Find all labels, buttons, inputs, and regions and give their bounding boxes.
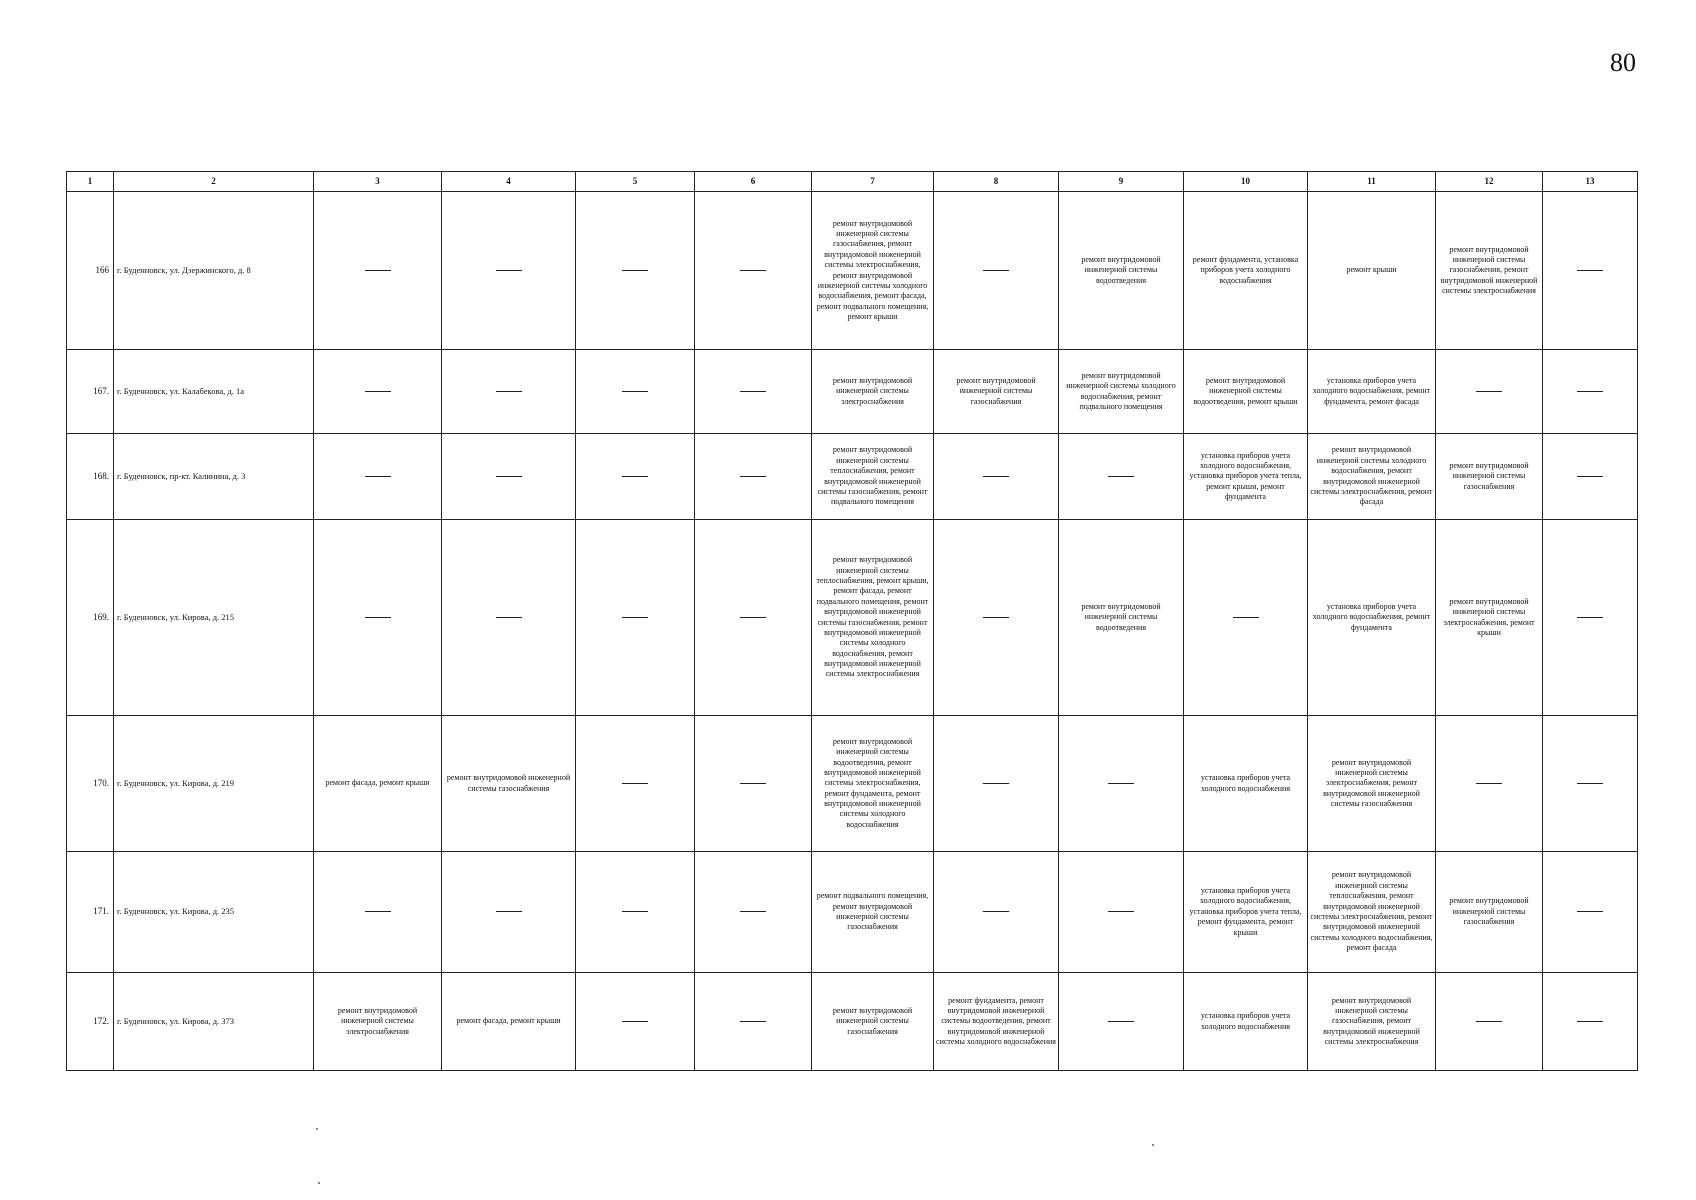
dash-mark [1577,391,1603,392]
dash-mark [1476,783,1502,784]
column-header: 9 [1059,172,1184,192]
empty-cell-dash [576,192,695,350]
dash-mark [983,476,1009,477]
empty-cell-dash [1543,852,1638,973]
table-cell: ремонт фасада, ремонт крыши [314,716,442,852]
dash-mark [740,391,766,392]
dash-mark [622,391,648,392]
empty-cell-dash [1543,716,1638,852]
column-header: 8 [934,172,1059,192]
table-cell: ремонт внутридомовой инженерной системы теплоснабжения, ремонт крыши, ремонт фасада, ремонт подвального помещения, ремонт внутридомовой инженерной системы газоснабжения, ремонт внутридомовой инженерной системы холодного водоснабжения, ремонт внутридомовой инженерной системы электроснабжения [812,520,934,716]
empty-cell-dash [934,852,1059,973]
empty-cell-dash [934,192,1059,350]
empty-cell-dash [1436,973,1543,1071]
dash-mark [365,476,391,477]
dash-mark [622,270,648,271]
table-cell: ремонт фундамента, ремонт внутридомовой инженерной системы водоотведения, ремонт внутридомовой инженерной системы холодного водоснабжения [934,973,1059,1071]
dash-mark [496,476,522,477]
table-row [67,973,1638,1071]
empty-cell-dash [442,350,576,434]
dash-mark [365,391,391,392]
table-cell: ремонт внутридомовой инженерной системы теплоснабжения, ремонт внутридомовой инженерной системы электроснабжения, ремонт внутридомовой инженерной системы холодного водоснабжения, ремонт фасада [1308,852,1436,973]
empty-cell-dash [314,434,442,520]
table-row [67,350,1638,434]
repair-program-table [66,171,1638,1071]
table-cell: ремонт внутридомовой инженерной системы электроснабжения [812,350,934,434]
empty-cell-dash [1184,520,1308,716]
dash-mark [1476,1021,1502,1022]
dash-mark [496,617,522,618]
column-header: 7 [812,172,934,192]
empty-cell-dash [1543,434,1638,520]
empty-cell-dash [442,434,576,520]
table-cell: ремонт подвального помещения, ремонт внутридомовой инженерной системы газоснабжения [812,852,934,973]
scan-speck [316,1128,318,1130]
empty-cell-dash [1059,434,1184,520]
empty-cell-dash [1543,192,1638,350]
scan-speck [1152,1144,1154,1146]
dash-mark [365,911,391,912]
empty-cell-dash [695,192,812,350]
dash-mark [1233,617,1259,618]
empty-cell-dash [314,852,442,973]
address-cell: г. Буденновск, ул. Дзержинского, д. 8 [114,192,314,350]
empty-cell-dash [314,520,442,716]
address-cell: г. Буденновск, пр-кт. Калинина, д. 3 [114,434,314,520]
empty-cell-dash [1543,973,1638,1071]
dash-mark [1577,270,1603,271]
dash-mark [365,270,391,271]
dash-mark [622,476,648,477]
empty-cell-dash [576,434,695,520]
dash-mark [1577,911,1603,912]
empty-cell-dash [1436,716,1543,852]
empty-cell-dash [695,520,812,716]
table-cell: установка приборов учета холодного водоснабжения, ремонт фундамента, ремонт фасада [1308,350,1436,434]
column-header: 12 [1436,172,1543,192]
address-cell: г. Буденновск, ул. Калабекова, д. 1а [114,350,314,434]
row-number: 171. [67,852,114,973]
table-cell: установка приборов учета холодного водоснабжения [1184,973,1308,1071]
dash-mark [1577,1021,1603,1022]
empty-cell-dash [442,852,576,973]
column-number-row [67,172,1638,192]
column-header: 10 [1184,172,1308,192]
dash-mark [1108,1021,1134,1022]
table-cell: ремонт внутридомовой инженерной системы электроснабжения, ремонт внутридомовой инженерной системы газоснабжения [1308,716,1436,852]
dash-mark [622,911,648,912]
page-number: 80 [1610,48,1636,77]
table-row [67,434,1638,520]
address-cell: г. Буденновск, ул. Кирова, д. 235 [114,852,314,973]
empty-cell-dash [695,350,812,434]
table-cell: ремонт внутридомовой инженерной системы газоснабжения [1436,852,1543,973]
table-row [67,852,1638,973]
table-cell: ремонт внутридомовой инженерной системы газоснабжения [442,716,576,852]
dash-mark [1108,911,1134,912]
column-header: 6 [695,172,812,192]
empty-cell-dash [934,434,1059,520]
table-cell: ремонт внутридомовой инженерной системы газоснабжения [1436,434,1543,520]
dash-mark [622,1021,648,1022]
column-header: 11 [1308,172,1436,192]
table-cell: ремонт внутридомовой инженерной системы газоснабжения, ремонт внутридомовой инженерной системы электроснабжения [1436,192,1543,350]
table-cell: ремонт внутридомовой инженерной системы водоотведения [1059,192,1184,350]
table-cell: ремонт внутридомовой инженерной системы водоотведения, ремонт крыши [1184,350,1308,434]
dash-mark [983,783,1009,784]
row-number: 167. [67,350,114,434]
dash-mark [740,476,766,477]
table-cell: ремонт внутридомовой инженерной системы газоснабжения, ремонт внутридомовой инженерной системы электроснабжения, ремонт внутридомовой инженерной системы холодного водоснабжения, ремонт фасада, ремонт подвального помещения, ремонт крыши [812,192,934,350]
table-cell: ремонт внутридомовой инженерной системы электроснабжения [314,973,442,1071]
column-header: 5 [576,172,695,192]
dash-mark [1108,783,1134,784]
empty-cell-dash [1059,852,1184,973]
empty-cell-dash [442,520,576,716]
column-header: 2 [114,172,314,192]
empty-cell-dash [934,716,1059,852]
dash-mark [740,617,766,618]
column-header: 4 [442,172,576,192]
table-cell: ремонт внутридомовой инженерной системы теплоснабжения, ремонт внутридомовой инженерной системы газоснабжения, ремонт подвального помещения [812,434,934,520]
dash-mark [1577,476,1603,477]
table-cell: ремонт фасада, ремонт крыши [442,973,576,1071]
dash-mark [1577,617,1603,618]
empty-cell-dash [442,192,576,350]
dash-mark [983,270,1009,271]
address-cell: г. Буденновск, ул. Кирова, д. 373 [114,973,314,1071]
table-cell: ремонт внутридомовой инженерной системы газоснабжения [934,350,1059,434]
empty-cell-dash [576,852,695,973]
dash-mark [740,783,766,784]
row-number: 168. [67,434,114,520]
empty-cell-dash [695,852,812,973]
row-number: 169. [67,520,114,716]
empty-cell-dash [1543,350,1638,434]
scan-speck [318,1182,320,1184]
dash-mark [983,911,1009,912]
table-cell: установка приборов учета холодного водоснабжения, установка приборов учета тепла, ремонт крыши, ремонт фундамента [1184,434,1308,520]
dash-mark [496,911,522,912]
empty-cell-dash [1543,520,1638,716]
table-row [67,520,1638,716]
empty-cell-dash [695,973,812,1071]
empty-cell-dash [314,350,442,434]
dash-mark [740,1021,766,1022]
dash-mark [365,617,391,618]
row-number: 170. [67,716,114,852]
dash-mark [740,270,766,271]
dash-mark [1476,391,1502,392]
dash-mark [622,783,648,784]
table-cell: ремонт внутридомовой инженерной системы газоснабжения, ремонт внутридомовой инженерной системы электроснабжения [1308,973,1436,1071]
table-cell: ремонт внутридомовой инженерной системы холодного водоснабжения, ремонт внутридомовой инженерной системы электроснабжения, ремонт фасада [1308,434,1436,520]
empty-cell-dash [576,350,695,434]
empty-cell-dash [576,973,695,1071]
row-number: 172. [67,973,114,1071]
empty-cell-dash [695,434,812,520]
empty-cell-dash [1059,973,1184,1071]
dash-mark [983,617,1009,618]
address-cell: г. Буденновск, ул. Кирова, д. 215 [114,520,314,716]
table-cell: ремонт внутридомовой инженерной системы газоснабжения [812,973,934,1071]
table-cell: ремонт крыши [1308,192,1436,350]
column-header: 1 [67,172,114,192]
empty-cell-dash [934,520,1059,716]
table-row [67,716,1638,852]
empty-cell-dash [1436,350,1543,434]
table-cell: установка приборов учета холодного водоснабжения, ремонт фундамента [1308,520,1436,716]
dash-mark [740,911,766,912]
address-cell: г. Буденновск, ул. Кирова, д. 219 [114,716,314,852]
table-cell: ремонт внутридомовой инженерной системы водоотведения [1059,520,1184,716]
column-header: 13 [1543,172,1638,192]
column-header: 3 [314,172,442,192]
empty-cell-dash [314,192,442,350]
row-number: 166 [67,192,114,350]
table-cell: ремонт внутридомовой инженерной системы холодного водоснабжения, ремонт подвального помещения [1059,350,1184,434]
dash-mark [1577,783,1603,784]
dash-mark [496,270,522,271]
table-cell: установка приборов учета холодного водоснабжения, установка приборов учета тепла, ремонт фундамента, ремонт крыши [1184,852,1308,973]
empty-cell-dash [576,716,695,852]
empty-cell-dash [695,716,812,852]
empty-cell-dash [1059,716,1184,852]
dash-mark [1108,476,1134,477]
table-row [67,192,1638,350]
table-cell: ремонт фундамента, установка приборов учета холодного водоснабжения [1184,192,1308,350]
dash-mark [496,391,522,392]
table-cell: ремонт внутридомовой инженерной системы водоотведения, ремонт внутридомовой инженерной системы электроснабжения, ремонт фундамента, ремонт внутридомовой инженерной системы холодного водоснабжения [812,716,934,852]
table-cell: установка приборов учета холодного водоснабжения [1184,716,1308,852]
dash-mark [622,617,648,618]
table-cell: ремонт внутридомовой инженерной системы электроснабжения, ремонт крыши [1436,520,1543,716]
empty-cell-dash [576,520,695,716]
